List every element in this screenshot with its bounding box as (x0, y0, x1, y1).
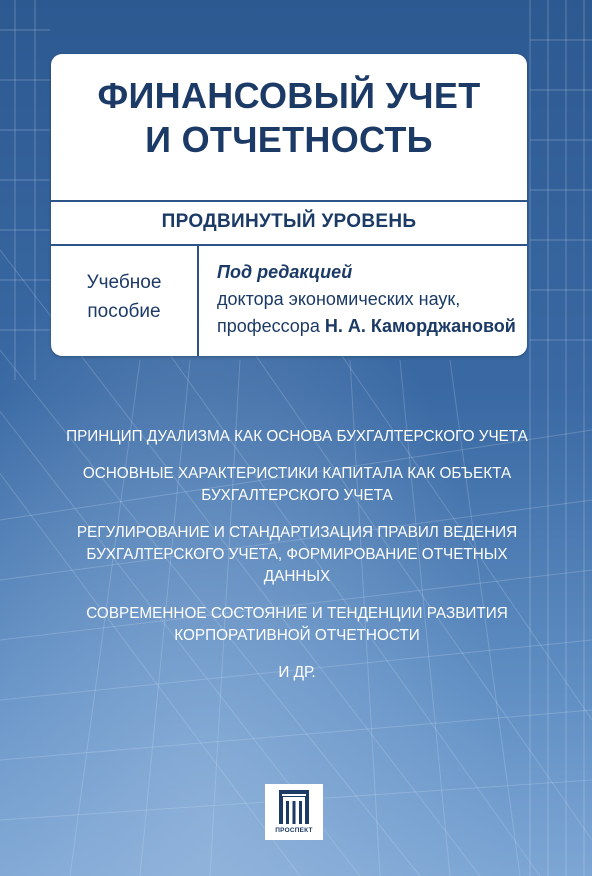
book-title: ФИНАНСОВЫЙ УЧЕТ И ОТЧЕТНОСТЬ (97, 75, 481, 160)
publisher-logo (265, 784, 323, 840)
topic-item: ОСНОВНЫЕ ХАРАКТЕРИСТИКИ КАПИТАЛА КАК ОБЪЕКТА БУХГАЛТЕРСКОГО УЧЕТА (82, 465, 512, 504)
topic-item: ПРИНЦИП ДУАЛИЗМА КАК ОСНОВА БУХГАЛТЕРСКОГО УЧЕТА (66, 428, 528, 445)
title-divider (51, 200, 527, 202)
topics-list (62, 426, 532, 699)
editor-position: профессора (217, 316, 325, 336)
editor-title-line (217, 313, 517, 340)
column-divider (197, 244, 199, 356)
editor-name: Н. А. Каморджановой (324, 316, 516, 336)
publisher-name: ПРОСПЕКТ (275, 827, 313, 834)
subtitle-divider (51, 244, 527, 246)
book-subtitle: ПРОДВИНУТЫЙ УРОВЕНЬ (161, 211, 417, 232)
title-panel (51, 54, 527, 356)
editor-credit (217, 259, 517, 340)
editor-label: Под редакцией (217, 262, 353, 282)
book-genre: Учебное пособие (86, 272, 162, 322)
topic-item: СОВРЕМЕННОЕ СОСТОЯНИЕ И ТЕНДЕНЦИИ РАЗВИТИЯ КОРПОРАТИВНОЙ ОТЧЕТНОСТИ (86, 605, 508, 644)
topic-item: И ДР. (278, 664, 316, 681)
topic-item: РЕГУЛИРОВАНИЕ И СТАНДАРТИЗАЦИЯ ПРАВИЛ ВЕДЕНИЯ БУХГАЛТЕРСКОГО УЧЕТА, ФОРМИРОВАНИЕ ОТЧЕТНЫХ ДАННЫХ (76, 524, 518, 585)
editor-degree: доктора экономических наук, (217, 289, 461, 309)
